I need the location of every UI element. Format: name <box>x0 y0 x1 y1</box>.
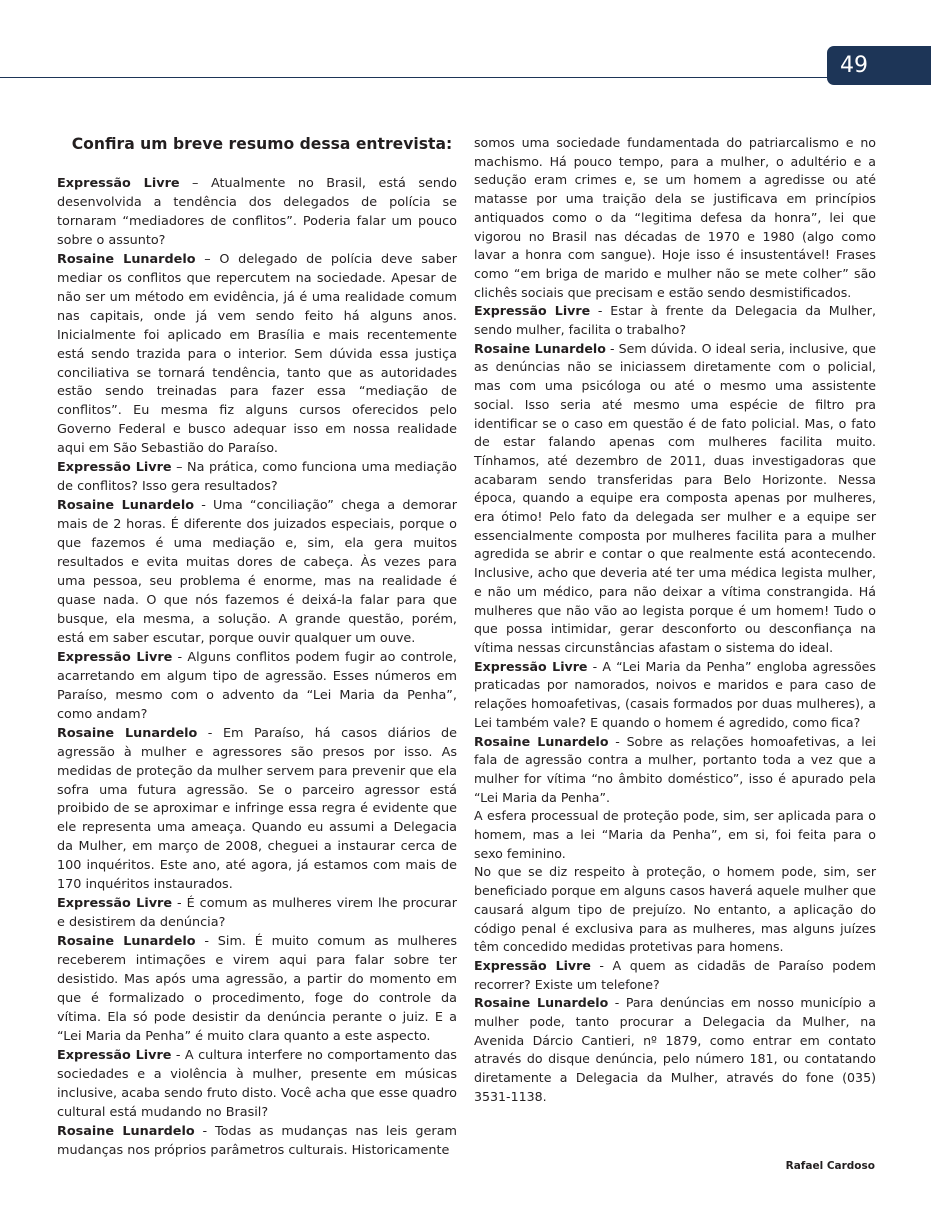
speaker-name: Rosaine Lunardelo <box>57 251 196 267</box>
paragraph-text: Sobre as relações homoafetivas, a lei fala de agressão contra a mulher, portanto toda a vez que a mulher for vítima “no âmbito doméstico”, isso é apurado pela “Lei Maria da Penha”. <box>474 733 876 805</box>
speaker-separator: - <box>587 658 603 674</box>
speaker-name: Expressão Livre <box>57 649 173 665</box>
interview-paragraph <box>57 933 457 1047</box>
interview-paragraph <box>474 807 876 863</box>
speaker-separator: - <box>608 733 627 749</box>
speaker-name: Rosaine Lunardelo <box>474 340 606 356</box>
paragraph-text: A cultura interfere no comportamento das sociedades e a violência à mulher, presente em músicas inclusive, acaba sendo fruto disto. Você acha que esse quadro cultural está mudando no Brasil? <box>57 1047 457 1120</box>
interview-paragraph <box>474 658 876 733</box>
speaker-name: Rosaine Lunardelo <box>57 725 198 741</box>
paragraph-text: A “Lei Maria da Penha” engloba agressões praticadas por namorados, noivos e maridos e para caso de relações homoafetivas, (casais formados por duas mulheres), a Lei também vale? E quando o homem é agredido, como fica? <box>474 658 876 730</box>
speaker-separator: – <box>195 251 220 267</box>
speaker-separator: - <box>171 1047 185 1063</box>
paragraph-text: O delegado de polícia deve saber mediar os conflitos que repercutem na sociedade. Apesar de não ser um método em evidência, já é uma realidade comum nas capitais, onde já vem sendo feito há alguns anos. Inicialmente foi aplicado em Brasília e mais recentemente está sendo trazida para o interior. Sem dúvida essa justiça conciliativa se tornará tendência, tanto que as autoridades estão sendo treinadas para fazer essa “mediação de conflitos”. Eu mesma fiz alguns cursos oferecidos pelo Governo Federal e busco adequar isso em nossa realidade aqui em São Sebastião do Paraíso. <box>57 251 457 457</box>
left-column <box>57 175 457 1161</box>
speaker-separator: – <box>171 460 188 476</box>
paragraph-text: Alguns conflitos podem fugir ao controle, acarretando em algum tipo de agressão. Esses números em Paraíso, mesmo com o advento da “Lei Maria da Penha”, como andam? <box>57 649 457 722</box>
paragraph-text: Todas as mudanças nas leis geram mudanças nos próprios parâmetros culturais. Historicamente <box>57 1123 457 1158</box>
speaker-separator: - <box>590 303 611 319</box>
speaker-name: Rosaine Lunardelo <box>474 995 609 1011</box>
paragraph-text: Uma “conciliação” chega a demorar mais de 2 horas. É diferente dos juizados especiais, porque o que fazemos é uma mediação e, sim, ela gera muitos resultados e evita muitas dores de cabeça. Às vezes para uma pessoa, seu problema é enorme, mas na realidade é quase nada. O que nós fazemos é deixá-la falar para que busque, ela mesma, a solução. A grande questão, porém, está em saber escutar, porque ouvir qualquer um ouve. <box>57 498 457 646</box>
speaker-separator: – <box>179 176 211 191</box>
speaker-name: Expressão Livre <box>57 460 172 476</box>
interview-paragraph <box>57 1047 457 1123</box>
speaker-separator: - <box>590 957 613 973</box>
paragraph-text: A quem as cidadãs de Paraíso podem recorrer? Existe um telefone? <box>474 957 876 992</box>
interview-paragraph <box>57 1123 457 1161</box>
speaker-name: Expressão Livre <box>57 1047 172 1063</box>
speaker-name: Expressão Livre <box>474 658 588 674</box>
speaker-separator: - <box>605 340 619 356</box>
interview-paragraph <box>474 994 876 1106</box>
speaker-name: Rosaine Lunardelo <box>474 733 609 749</box>
paragraph-text: É comum as mulheres virem lhe procurar e desistirem da denúncia? <box>57 896 457 931</box>
interview-paragraph <box>57 725 457 896</box>
page-number: 49 <box>840 53 868 78</box>
speaker-separator: - <box>194 498 214 514</box>
speaker-name: Rosaine Lunardelo <box>57 934 196 950</box>
interview-paragraph <box>474 733 876 808</box>
interview-paragraph <box>474 957 876 994</box>
speaker-name: Rosaine Lunardelo <box>57 498 194 514</box>
paragraph-text: A esfera processual de proteção pode, sim, ser aplicada para o homem, mas a lei “Maria da Penha”, em si, foi feita para o sexo feminino. <box>474 808 876 861</box>
paragraph-text: Sem dúvida. O ideal seria, inclusive, que as denúncias não se iniciassem diretamente com o policial, mas com uma psicóloga ou até o mesmo uma assistente social. Isso seria até mesmo uma espécie de filtro pra identificar se o caso em questão é de fato policial. Mas, o fato de estar falando apenas com mulheres facilita muito. Tínhamos, até dezembro de 2011, duas investigadoras que acabaram sendo transferidas para Belo Horizonte. Nessa época, quando a equipe era composta apenas por mulheres, era ótimo! Pelo fato da delegada ser mulher e a equipe ser essencialmente composta por mulheres facilita para a mulher agredida se abrir e contar o que realmente está acontecendo. Inclusive, acho que deveria até ter uma médica legista mulher, e não um médico, para não deixar a vítima constrangida. Há mulheres que não vão ao legista porque é um homem! Tudo o que possa intimidar, gerar desconforto ou desconfiança na vítima nessas circunstâncias afastam o sistema do ideal. <box>474 340 877 655</box>
header-rule <box>0 77 931 78</box>
interview-paragraph <box>57 649 457 725</box>
interview-paragraph <box>57 895 457 933</box>
speaker-separator: - <box>195 934 218 950</box>
speaker-separator: - <box>194 1123 216 1139</box>
interview-paragraph <box>474 302 876 339</box>
paragraph-text: Na prática, como funciona uma mediação de conflitos? Isso gera resultados? <box>57 460 457 495</box>
interview-paragraph <box>474 863 876 957</box>
interview-paragraph <box>57 251 457 459</box>
paragraph-text: Estar à frente da Delegacia da Mulher, sendo mulher, facilita o trabalho? <box>474 303 876 338</box>
speaker-name: Expressão Livre <box>474 957 591 973</box>
paragraph-text: Em Paraíso, há casos diários de agressão à mulher e agressores são presos por isso. As medidas de proteção da mulher servem para prevenir que ela sofra uma futura agressão. Se o parceiro agressor está proibido de se aproximar e infringe essa regra é evidente que ele representa uma ameaça. Quando eu assumi a Delegacia da Mulher, em março de 2008, cheguei a instaurar cerca de 100 inquéritos. Este ano, até agora, já estamos com mais de 170 inquéritos instaurados. <box>57 725 458 893</box>
interview-paragraph <box>57 497 457 649</box>
page-number-badge <box>827 46 931 85</box>
paragraph-text: somos uma sociedade fundamentada do patriarcalismo e no machismo. Há pouco tempo, para a mulher, o adultério e a sedução eram crimes e, se um homem a agredisse ou até matasse por uma traição dela se justificava em princípios antiquados como o da “legitima defesa da honra”, lei que vigorou no Brasil nas décadas de 1970 e 1980 (algo como lavar a honra com sangue). Hoje isso é insustentável! Frases como “em briga de marido e mulher não se mete colher” são clichês sociais que precisam e estão sendo desmistificados. <box>474 135 876 300</box>
author-byline: Rafael Cardoso <box>785 1160 875 1172</box>
interview-paragraph <box>474 134 876 302</box>
paragraph-text: Sim. É muito comum as mulheres receberem intimações e virem aqui para falar sobre ter desistido. Mas após uma agressão, a partir do momento em que é formalizado o procedimento, foge do controle da vítima. Ela só pode desistir da denúncia perante o juiz. E a “Lei Maria da Penha” é muito clara quanto a este aspecto. <box>57 934 458 1044</box>
interview-paragraph <box>57 459 457 497</box>
paragraph-text: Atualmente no Brasil, está sendo desenvolvida a tendência dos delegados de polícia se tornaram “mediadores de conflitos”. Poderia falar um pouco sobre o assunto? <box>57 176 457 248</box>
speaker-separator: - <box>197 725 223 741</box>
interview-paragraph <box>57 175 457 251</box>
speaker-name: Expressão Livre <box>57 176 180 191</box>
section-heading: Confira um breve resumo dessa entrevista: <box>71 135 453 153</box>
speaker-name: Expressão Livre <box>57 896 173 912</box>
speaker-name: Expressão Livre <box>474 303 591 319</box>
paragraph-text: No que se diz respeito à proteção, o homem pode, sim, ser beneficiado porque em alguns casos haverá aquele mulher que causará algum tipo de prejuízo. No entanto, a aplicação do código penal é exclusiva para as mulheres, mas alguns juízes têm concedido medidas protetivas para homens. <box>474 864 876 955</box>
interview-paragraph <box>474 340 876 658</box>
paragraph-text: Para denúncias em nosso município a mulher pode, tanto procurar a Delegacia da Mulher, na Avenida Dárcio Cantieri, nº 1879, como entrar em contato através do disque denúncia, pelo número 181, ou contatando diretamente a Delegacia da Mulher, através do fone (035) 3531-1138. <box>474 995 876 1104</box>
speaker-separator: - <box>172 649 188 665</box>
speaker-name: Rosaine Lunardelo <box>57 1123 195 1139</box>
speaker-separator: - <box>608 995 626 1011</box>
right-column <box>474 134 876 1107</box>
speaker-separator: - <box>172 896 187 912</box>
